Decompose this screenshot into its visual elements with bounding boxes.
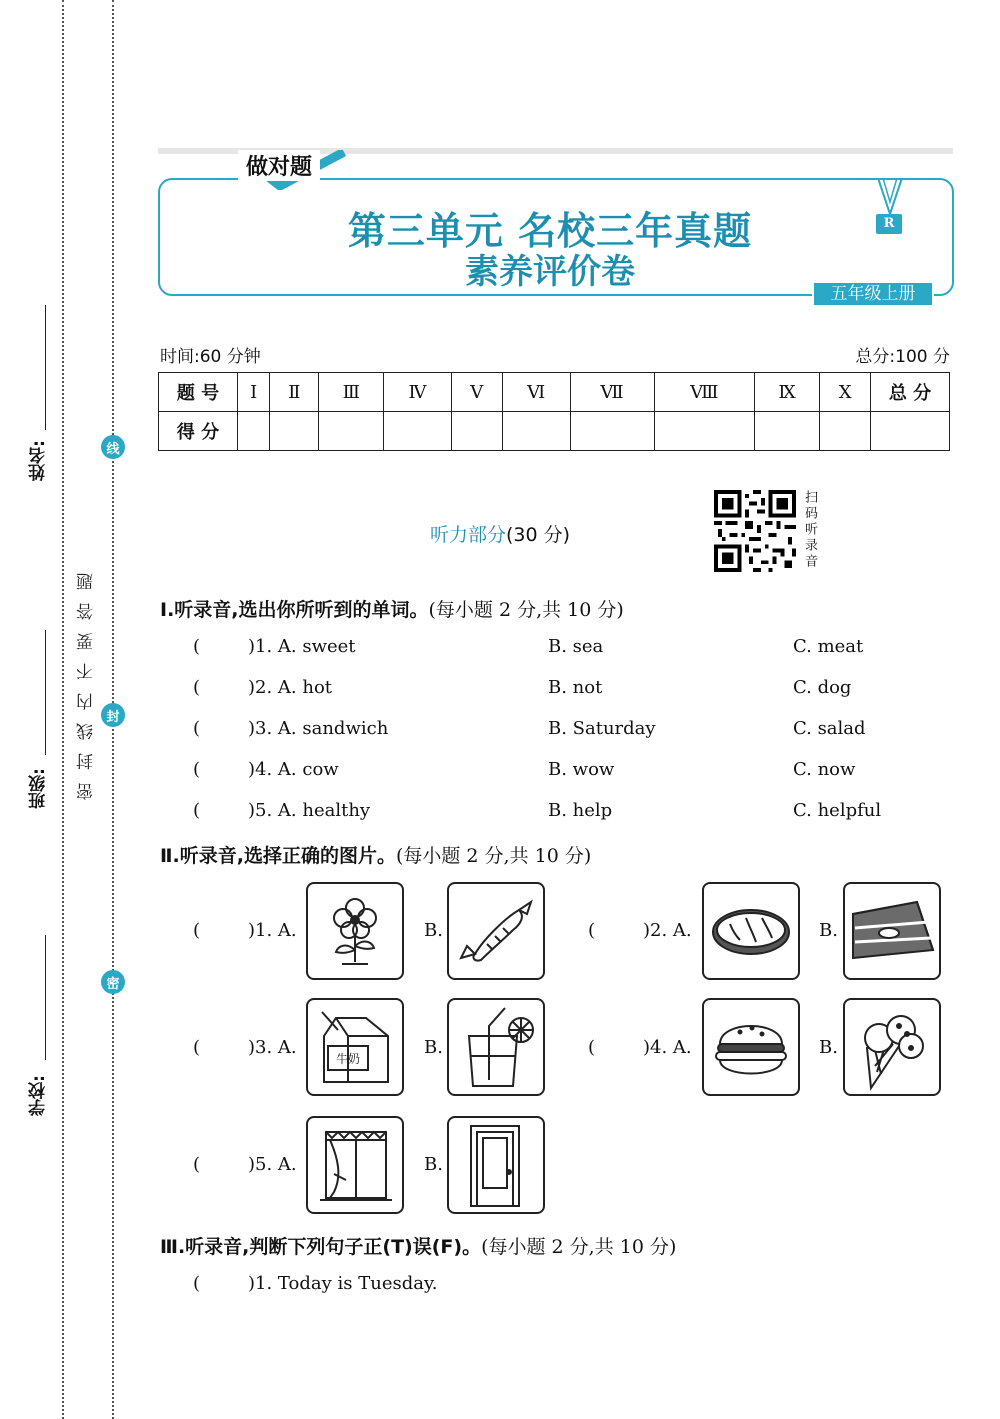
part1-note: (每小题 2 分,共 10 分): [428, 599, 624, 621]
col-5: Ⅴ: [451, 373, 502, 412]
answer-paren[interactable]: (: [193, 1154, 201, 1175]
grade-label: 五年级上册: [812, 281, 934, 307]
window-icon: [308, 1118, 402, 1212]
flower-picture[interactable]: [306, 882, 404, 980]
score-table-score-row: [159, 412, 950, 451]
answer-paren[interactable]: (: [193, 1037, 201, 1058]
score-cell[interactable]: [820, 412, 871, 451]
part2-q2-label: )2. A.: [643, 920, 692, 941]
class-field[interactable]: [45, 630, 46, 755]
page-title: 第三单元 名校三年真题: [347, 209, 753, 253]
time-limit: 时间:60 分钟: [160, 347, 261, 367]
score-cell[interactable]: [502, 412, 570, 451]
name-field[interactable]: [45, 305, 46, 430]
score-cell[interactable]: [754, 412, 819, 451]
listening-points: (30 分): [505, 524, 571, 546]
answer-paren[interactable]: (: [588, 920, 596, 941]
milk-carton-text: 牛奶: [335, 1052, 361, 1066]
milk-picture[interactable]: [306, 998, 404, 1096]
option-b: B. sea: [548, 636, 604, 657]
option-c: C. meat: [793, 636, 864, 657]
class-label: 班级:: [29, 768, 49, 809]
part2-heading: Ⅱ.听录音,选择正确的图片。: [160, 845, 396, 867]
option-b-label: B.: [424, 920, 443, 941]
col-9: Ⅸ: [754, 373, 819, 412]
edition-badge: R: [876, 214, 902, 234]
hamburger-picture[interactable]: [702, 998, 800, 1096]
option-b: B. help: [548, 800, 613, 821]
part3-title: [160, 1232, 676, 1259]
seal-circle-feng: 封: [101, 703, 125, 727]
option-b: B. Saturday: [548, 718, 656, 739]
option-b: B. not: [548, 677, 603, 698]
part3-question-1: )1. Today is Tuesday.: [248, 1273, 438, 1294]
score-table: [158, 372, 950, 451]
col-10: Ⅹ: [820, 373, 871, 412]
candy-icon: [449, 884, 543, 978]
bread-picture[interactable]: [702, 882, 800, 980]
part1-title: [160, 595, 624, 622]
col-2: Ⅱ: [270, 373, 319, 412]
part2-q1-label: )1. A.: [248, 920, 297, 941]
door-picture[interactable]: [447, 1116, 545, 1214]
answer-paren[interactable]: (: [193, 677, 201, 698]
option-a: )2. A. hot: [248, 677, 333, 698]
score-cell[interactable]: [451, 412, 502, 451]
school-field[interactable]: [45, 935, 46, 1060]
option-b-label: B.: [424, 1154, 443, 1175]
part2-q4-label: )4. A.: [643, 1037, 692, 1058]
option-a: )4. A. cow: [248, 759, 339, 780]
badge-ribbon-icon: [870, 178, 910, 218]
answer-paren[interactable]: (: [193, 1273, 201, 1294]
part2-q5-label: )5. A.: [248, 1154, 297, 1175]
answer-paren[interactable]: (: [588, 1037, 596, 1058]
flower-icon: [308, 884, 402, 978]
option-a: )5. A. healthy: [248, 800, 371, 821]
score-cell[interactable]: [238, 412, 270, 451]
qr-caption: 扫码听录音: [802, 490, 817, 570]
listening-section-title: [0, 520, 1000, 547]
juice-picture[interactable]: [447, 998, 545, 1096]
name-label: 姓名:: [29, 440, 49, 481]
option-b-label: B.: [424, 1037, 443, 1058]
page-subtitle: 素养评价卷: [465, 252, 635, 292]
dotted-fold-line-outer: [62, 0, 64, 1419]
option-c: C. now: [793, 759, 856, 780]
part2-q3-label: )3. A.: [248, 1037, 297, 1058]
score-table-header-row: [159, 373, 950, 412]
part2-note: (每小题 2 分,共 10 分): [395, 845, 592, 867]
option-c: C. helpful: [793, 800, 882, 821]
option-b-label: B.: [819, 1037, 838, 1058]
score-cell[interactable]: [319, 412, 384, 451]
school-label: 学校:: [29, 1075, 49, 1116]
option-a: )1. A. sweet: [248, 636, 356, 657]
listening-title: 听力部分: [429, 524, 506, 546]
col-8: Ⅷ: [654, 373, 754, 412]
qr-code-icon[interactable]: [713, 490, 797, 572]
ice-cream-icon: [845, 1000, 939, 1094]
ice-cream-picture[interactable]: [843, 998, 941, 1096]
door-icon: [449, 1118, 543, 1212]
part1-heading: Ⅰ.听录音,选出你所听到的单词。: [160, 599, 429, 621]
score-cell-total[interactable]: [871, 412, 950, 451]
option-c: C. salad: [793, 718, 866, 739]
answer-paren[interactable]: (: [193, 636, 201, 657]
score-cell[interactable]: [270, 412, 319, 451]
option-a: )3. A. sandwich: [248, 718, 389, 739]
window-picture[interactable]: [306, 1116, 404, 1214]
seal-circle-xian: 线: [101, 435, 125, 459]
score-label: 得 分: [159, 412, 238, 451]
answer-paren[interactable]: (: [193, 920, 201, 941]
score-cell[interactable]: [654, 412, 754, 451]
part3-note: (每小题 2 分,共 10 分): [481, 1236, 677, 1258]
score-cell[interactable]: [570, 412, 654, 451]
header-tag: 做对题: [238, 150, 320, 181]
part3-heading: Ⅲ.听录音,判断下列句子正(T)误(F)。: [160, 1236, 482, 1258]
col-total: 总 分: [871, 373, 950, 412]
juice-glass-icon: [449, 1000, 543, 1094]
option-b-label: B.: [819, 920, 838, 941]
no-answer-warning: 密封线内不要答题: [77, 560, 97, 800]
seal-circle-mi: 密: [101, 970, 125, 994]
bread-icon: [704, 884, 798, 978]
option-c: C. dog: [793, 677, 852, 698]
question-number-label: 题 号: [159, 373, 238, 412]
total-score: 总分:100 分: [855, 347, 950, 367]
option-b: B. wow: [548, 759, 615, 780]
col-6: Ⅵ: [502, 373, 570, 412]
col-3: Ⅲ: [319, 373, 384, 412]
col-1: Ⅰ: [238, 373, 270, 412]
answer-paren[interactable]: (: [193, 759, 201, 780]
candy-picture[interactable]: [447, 882, 545, 980]
col-4: Ⅳ: [384, 373, 451, 412]
sandwich-picture[interactable]: [843, 882, 941, 980]
col-7: Ⅶ: [570, 373, 654, 412]
milk-carton-icon: [308, 1000, 402, 1094]
hamburger-icon: [704, 1000, 798, 1094]
answer-paren[interactable]: (: [193, 718, 201, 739]
score-cell[interactable]: [384, 412, 451, 451]
part2-title: [160, 841, 591, 868]
answer-paren[interactable]: (: [193, 800, 201, 821]
sandwich-icon: [845, 884, 939, 978]
